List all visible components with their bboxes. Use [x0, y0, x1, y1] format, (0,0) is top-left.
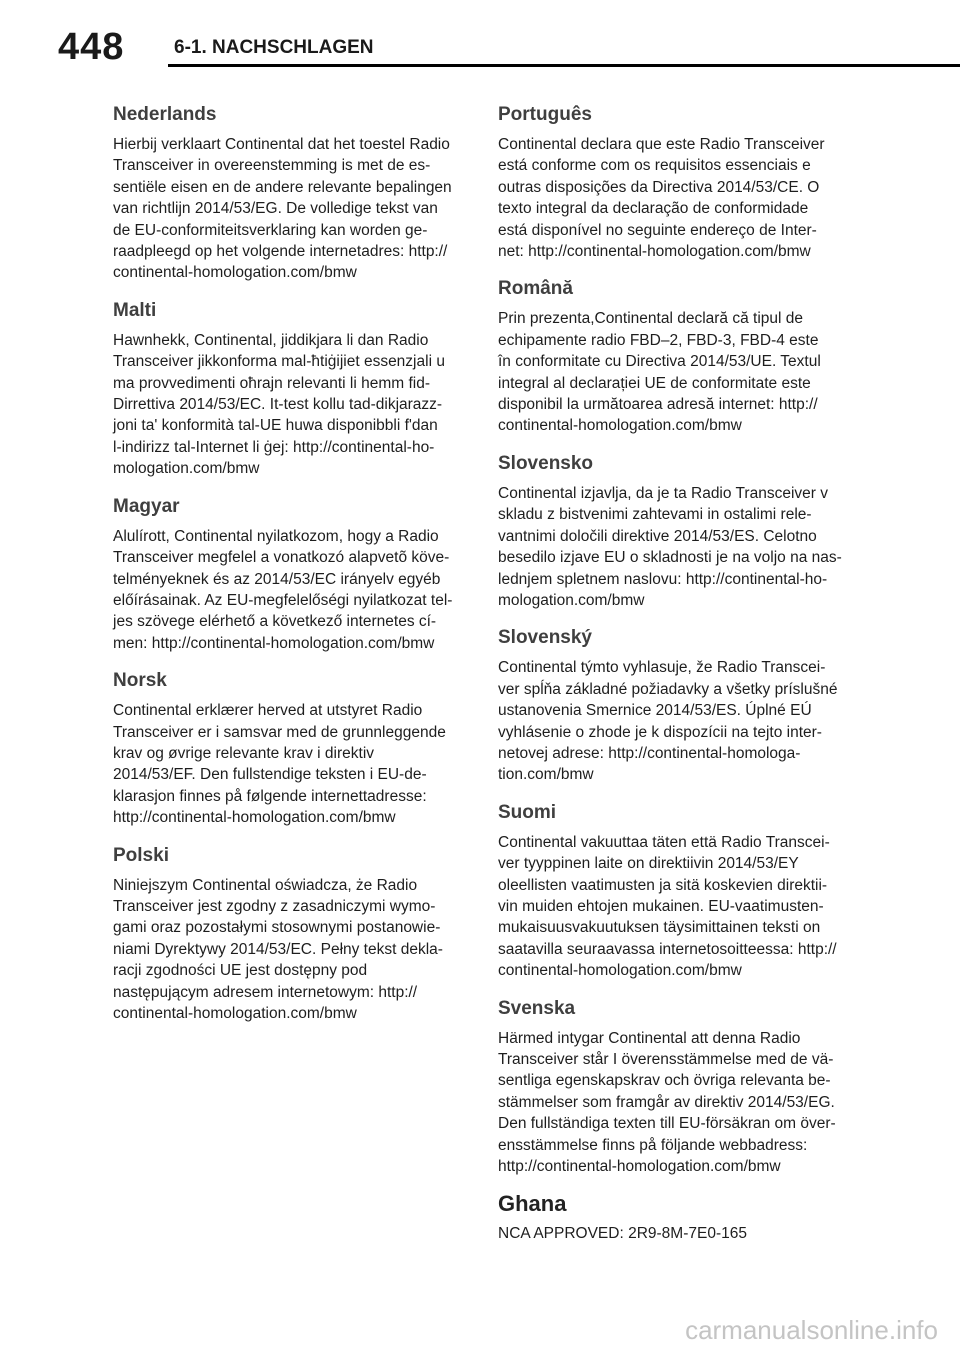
section-svenska [498, 994, 846, 1178]
section-text: Alulírott, Continental nyilatkozom, hogy a Radio Transceiver megfelel a vonatkozó alapvetõ köve- telményeknek és az 2014/53/EC irányelv egyéb előírásainak. Az EU-megfelelőségi nyilatkozat tel- jes szövege elérhető a következő internetes cí- men: http://continental-homologation.com/bmw [113, 527, 453, 652]
section-heading: Norsk [113, 670, 167, 692]
section-text: Niniejszym Continental oświadcza, że Radio Transceiver jest zgodny z zasadniczymi wymo- gami oraz pozostałymi stosownymi postanowie- niami Dyrektywy 2014/53/EC. Pełny tekst dekla- racji zgodności UE jest dostępny pod następującym adresem internetowym: http:// continental-homologation.com/bmw [113, 876, 443, 1022]
section-romana [498, 274, 846, 436]
section-heading: Polski [113, 844, 169, 866]
chapter-title: 6-1. NACHSCHLAGEN [174, 37, 374, 58]
section-text: Continental erklærer herved at utstyret Radio Transceiver er i samsvar med de grunnleggende krav og øvrige relevante krav i direktiv 2014/53/EF. Den fullstendige teksten i EU-de- klarasjon finnes på følgende internettadresse: http://continental-homologation.com/bmw [113, 702, 446, 827]
section-suomi [498, 798, 846, 982]
section-nederlands [113, 100, 461, 284]
section-text: Prin prezenta,Continental declară că tipul de echipamente radio FBD–2, FBD-3, FBD-4 este în conformitate cu Directiva 2014/53/UE. Textul integral al declarației UE de conformitate este disponibil la următoarea adresă internet: http:// continental-homologation.com/bmw [498, 310, 821, 435]
section-heading: Slovenský [498, 627, 592, 649]
section-portugues [498, 100, 846, 262]
section-text: Continental declara que este Radio Transceiver está conforme com os requisitos essenciais e outras disposições da Directiva 2014/53/CE. O texto integral da declaração de conformidade está disponível no seguinte endereço de Inter- net: http://continental-homologation.com/bmw [498, 136, 825, 261]
left-column [113, 100, 461, 1036]
section-text: Continental izjavlja, da je ta Radio Transceiver v skladu z bistvenimi zahtevami in ostalimi rele- vantnimi določili direktive 2014/53/ES. Celotno besedilo izjave EU o skladnosti je na voljo na nas- lednjem spletnem naslovu: http://continental-ho- mologation.com/bmw [498, 484, 842, 609]
section-norsk [113, 666, 461, 828]
section-polski [113, 841, 461, 1025]
section-heading: Română [498, 278, 573, 300]
section-ghana [498, 1189, 846, 1244]
page-header [0, 0, 960, 80]
section-heading: Nederlands [113, 104, 217, 125]
header-rule [168, 64, 960, 67]
section-heading: Suomi [498, 801, 557, 823]
section-text: Härmed intygar Continental att denna Radio Transceiver står I överensstämmelse med de vä- sentliga egenskapskrav och övriga relevanta be- stämmelser som framgår av direktiv 2014/53/EG. Den fullständiga texten till EU-försäkran om över- ensstämmelse finns på följande webbadress: http://continental-homologation.com/bmw [498, 1029, 836, 1176]
right-column [498, 100, 846, 1257]
site-watermark: carmanualsonline.info [685, 1315, 938, 1345]
section-heading: Magyar [113, 495, 180, 517]
section-slovensko [498, 449, 846, 611]
section-slovensky [498, 623, 846, 785]
page-number: 448 [58, 26, 125, 68]
section-heading: Português [498, 104, 592, 125]
section-text: Continental vakuuttaa täten että Radio Transcei- ver tyyppinen laite on direktiivin 2014/53/EY oleellisten vaatimusten ja sitä koskevien direktii- vin muiden ehtojen mukainen. EU-vaatimusten- mukaisuusvakuutuksen täysimittainen teksti on saatavilla seuraavassa internetosoitteessa: http:// continental-homologation.com/bmw [498, 833, 837, 980]
section-text: NCA APPROVED: 2R9-8M-7E0-165 [498, 1225, 747, 1243]
section-heading: Svenska [498, 997, 576, 1019]
section-magyar [113, 492, 461, 654]
section-heading: Slovensko [498, 452, 594, 474]
section-heading: Malti [113, 299, 157, 321]
section-text: Continental týmto vyhlasuje, že Radio Transcei- ver spĺňa základné požiadavky a všetky príslušné ustanovenia Smernice 2014/53/ES. Úplné EÚ vyhlásenie o zhode je k dispozícii na tejto inter- netovej adrese: http://continental-homologa- tion.com/bmw [498, 659, 838, 784]
section-heading: Ghana [498, 1191, 567, 1217]
section-text: Hierbij verklaart Continental dat het toestel Radio Transceiver in overeenstemming is met de es- sentiële eisen en de andere relevante bepalingen van richtlijn 2014/53/EG. De volledige tekst van de EU-conformiteitsverklaring kan worden ge- raadpleegd op het volgende internetadres: http:// continental-homologation.com/bmw [113, 136, 452, 282]
section-text: Hawnhekk, Continental, jiddikjara li dan Radio Transceiver jikkonforma mal-ħtiġijiet essenzjali u ma provvedimenti oħrajn relevanti li hemm fid- Dirrettiva 2014/53/EC. It-test kollu tad-dikjarazz- joni ta' konformità tal-UE huwa disponibbli f'dan l-indirizz tal-Internet li ġej: http://continental-ho- mologation.com/bmw [113, 331, 445, 478]
section-malti [113, 296, 461, 480]
